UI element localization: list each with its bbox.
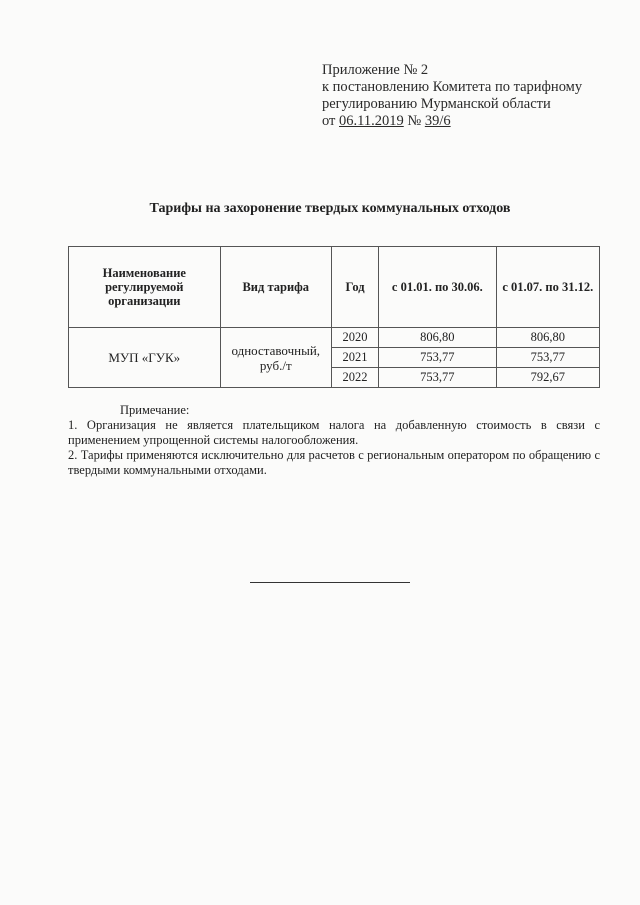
first-half-cell: 753,77 <box>379 348 496 368</box>
header-year: Год <box>331 247 378 328</box>
second-half-cell: 753,77 <box>496 348 599 368</box>
organization-cell: МУП «ГУК» <box>69 328 221 388</box>
first-half-cell: 806,80 <box>379 328 496 348</box>
appendix-header <box>322 62 622 130</box>
resolution-date: 06.11.2019 <box>339 113 404 129</box>
note-item: 2. Тарифы применяются исключительно для расчетов с региональным оператором по обращению с твердыми коммунальными отходами. <box>68 448 600 477</box>
document-title: Тарифы на захоронение твердых коммунальных отходов <box>149 201 511 216</box>
second-half-cell: 792,67 <box>496 368 599 388</box>
appendix-committee-line: регулированию Мурманской области <box>322 96 551 112</box>
notes-section <box>68 403 600 478</box>
appendix-number: Приложение № 2 <box>322 62 429 78</box>
appendix-resolution-line: к постановлению Комитета по тарифному <box>322 79 583 95</box>
year-cell: 2022 <box>331 368 378 388</box>
header-organization: Наименование регулируемой организации <box>69 247 221 328</box>
resolution-number: 39/6 <box>424 113 451 129</box>
separator-line <box>250 582 410 583</box>
note-item: 1. Организация не является плательщиком налога на добавленную стоимость в связи с применением упрощенной системы налогообложения. <box>68 418 600 447</box>
date-prefix: от <box>322 113 340 129</box>
table-row <box>69 328 600 348</box>
header-second-half: с 01.07. по 31.12. <box>496 247 599 328</box>
notes-heading: Примечание: <box>120 403 190 417</box>
tariff-type-cell: одноставочный, руб./т <box>220 328 331 388</box>
year-cell: 2020 <box>331 328 378 348</box>
table-header-row <box>69 247 600 328</box>
year-cell: 2021 <box>331 348 378 368</box>
tariffs-table <box>68 246 600 388</box>
header-tariff-type: Вид тарифа <box>220 247 331 328</box>
header-first-half: с 01.01. по 30.06. <box>379 247 496 328</box>
appendix-date-line <box>322 113 622 130</box>
second-half-cell: 806,80 <box>496 328 599 348</box>
first-half-cell: 753,77 <box>379 368 496 388</box>
number-prefix: № <box>403 113 425 129</box>
